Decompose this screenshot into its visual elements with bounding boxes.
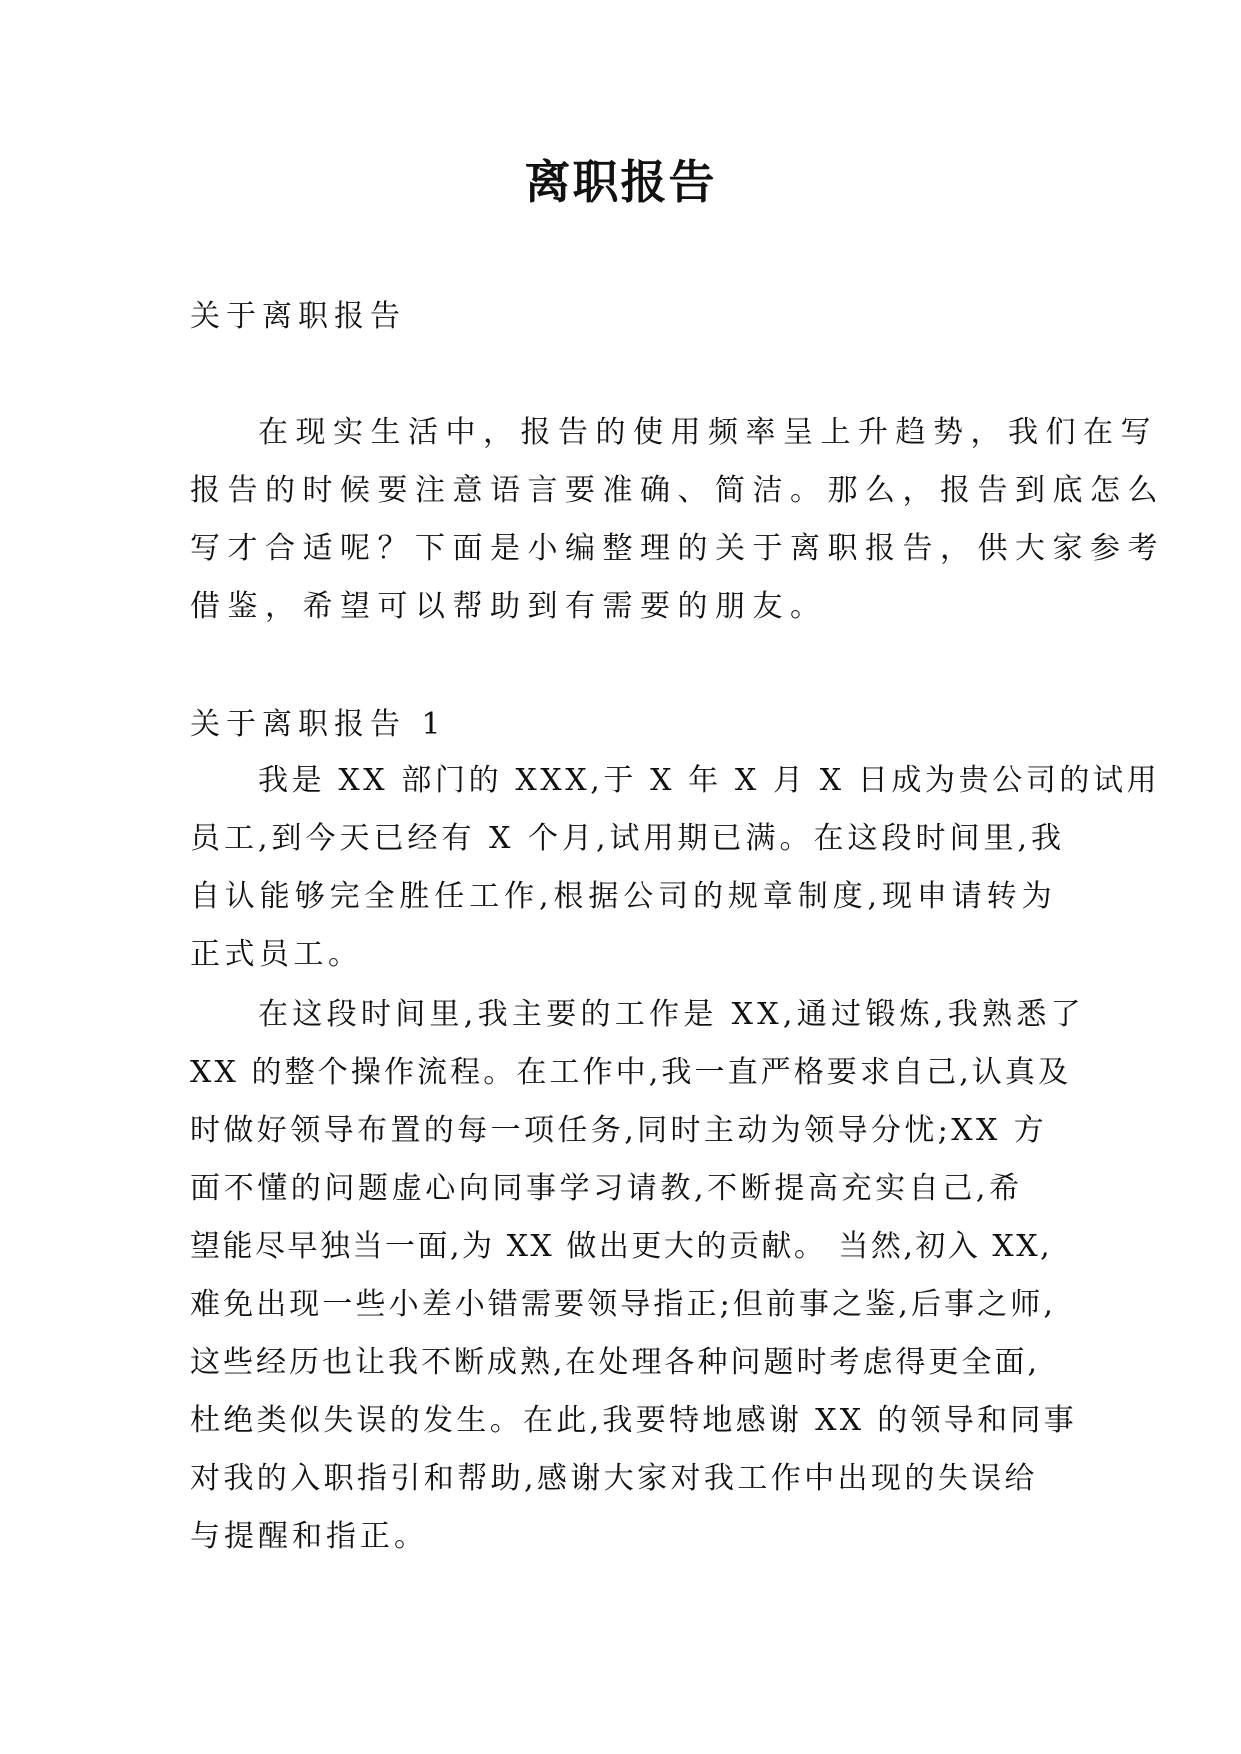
intro-line: 写才合适呢？下面是小编整理的关于离职报告，供大家参考 — [190, 531, 1165, 566]
body-paragraph-1 — [190, 752, 1161, 984]
paragraph-line: 杜绝类似失误的发生。在此,我要特地感谢 XX 的领导和同事 — [190, 1403, 1078, 1438]
intro-line: 报告的时候要注意语言要准确、简洁。那么，报告到底怎么 — [190, 473, 1165, 508]
paragraph-line: 与提醒和指正。 — [190, 1519, 428, 1554]
body-paragraph-2 — [190, 986, 1085, 1566]
document-subtitle: 关于离职报告 — [190, 299, 406, 334]
paragraph-line: 员工,到今天已经有 X 个月,试用期已满。在这段时间里,我 — [190, 821, 1066, 856]
paragraph-line: 时做好领导布置的每一项任务,同时主动为领导分忧;XX 方 — [190, 1113, 1048, 1148]
paragraph-line: 在这段时间里,我主要的工作是 XX,通过锻炼,我熟悉了 — [258, 997, 1085, 1032]
paragraph-line: 这些经历也让我不断成熟,在处理各种问题时考虑得更全面, — [190, 1345, 1041, 1380]
paragraph-line: 自认能够完全胜任工作,根据公司的规章制度,现申请转为 — [190, 879, 1057, 914]
paragraph-line: 面不懂的问题虚心向同事学习请教,不断提高充实自己,希 — [190, 1171, 1023, 1206]
intro-line: 借鉴，希望可以帮助到有需要的朋友。 — [190, 589, 828, 624]
intro-paragraph — [190, 404, 1165, 636]
paragraph-line: XX 的整个操作流程。在工作中,我一直严格要求自己,认真及 — [190, 1055, 1072, 1090]
intro-line: 在现实生活中，报告的使用频率呈上升趋势，我们在写 — [258, 415, 1158, 450]
paragraph-line: 难免出现一些小差小错需要领导指正;但前事之鉴,后事之师, — [190, 1287, 1056, 1322]
paragraph-line: 正式员工。 — [190, 937, 363, 972]
document-title: 离职报告 — [524, 155, 717, 209]
section-heading: 关于离职报告 1 — [190, 707, 447, 742]
paragraph-line: 望能尽早独当一面,为 XX 做出更大的贡献。 当然,初入 XX, — [190, 1229, 1053, 1264]
paragraph-line: 对我的入职指引和帮助,感谢大家对我工作中出现的失误给 — [190, 1461, 1038, 1496]
paragraph-line: 我是 XX 部门的 XXX,于 X 年 X 月 X 日成为贵公司的试用 — [258, 763, 1161, 798]
